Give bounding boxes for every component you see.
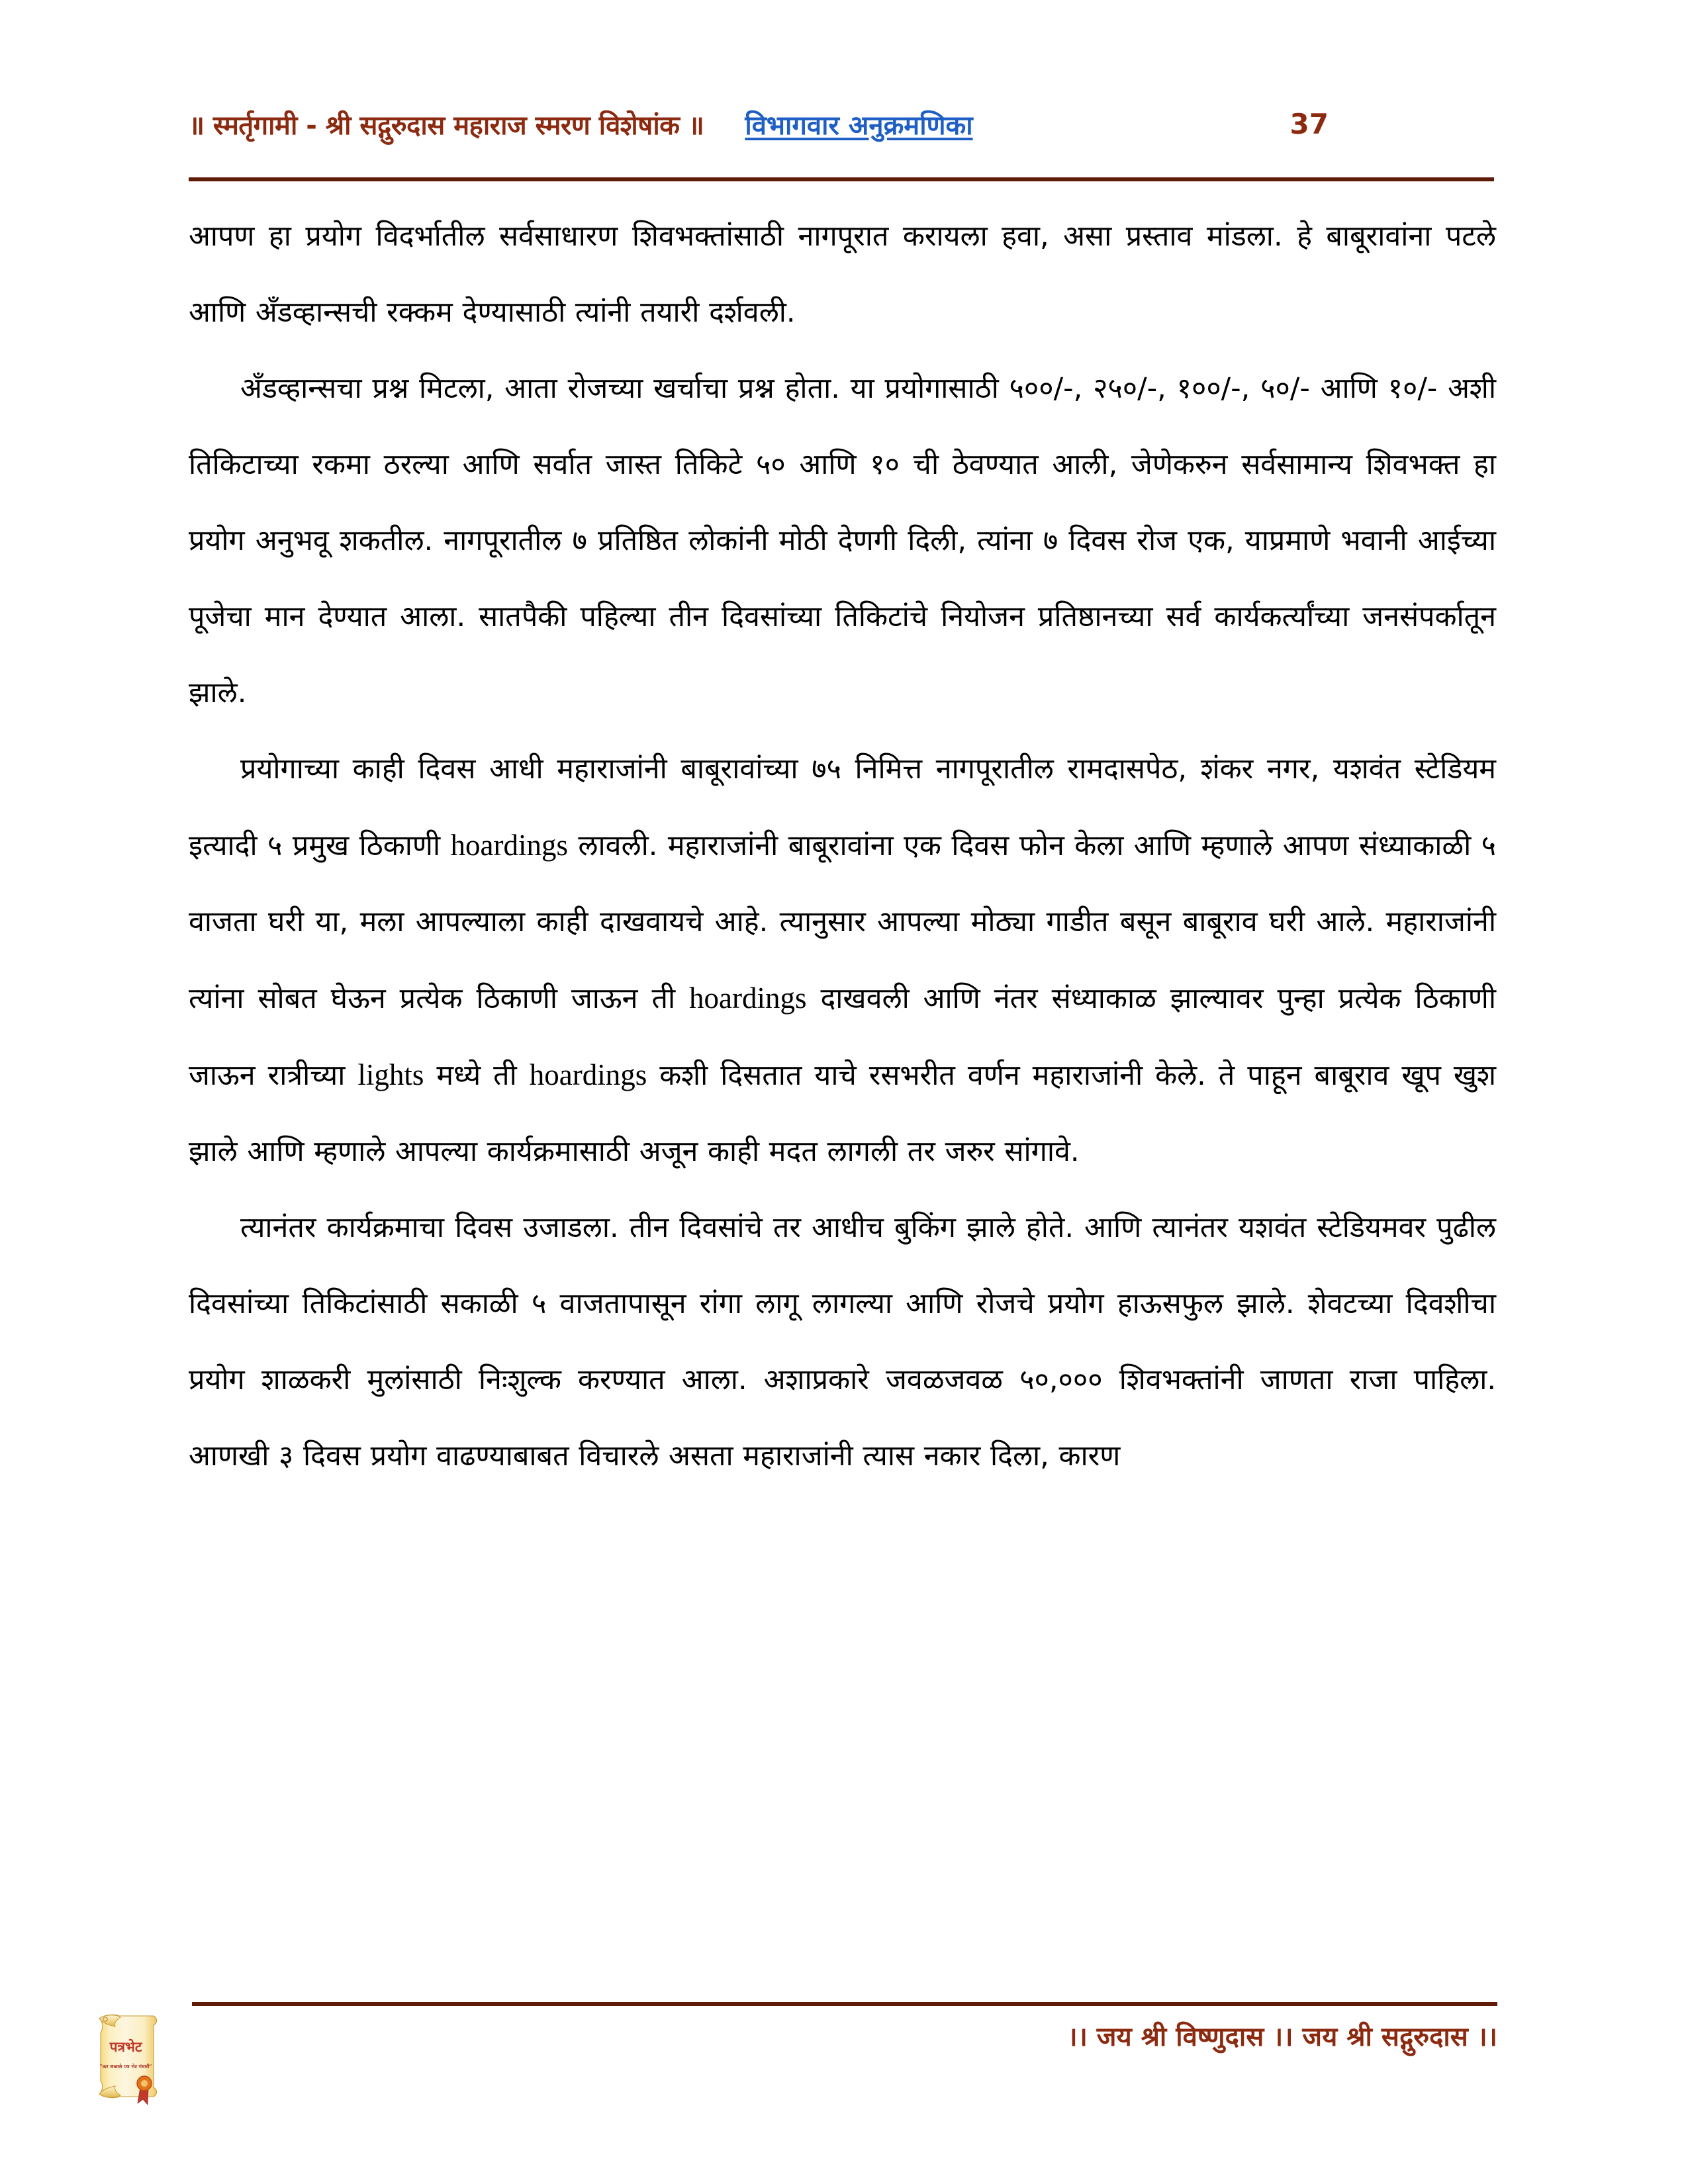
devanagari-run: लावली. महाराजांनी बाबूरावांना एक दिवस फोन केला आणि म्हणाले आपण संध्याकाळी ५ वाजता घरी या, मला आपल्याला काही दाखवायचे आहे. त्यानुसार आपल्या मोठ्या गाडीत बसून बाबूराव घरी आले. महाराजांनी त्यांना सोबत घेऊन प्रत्येक ठिकाणी जाऊन ती [189,829,1496,1015]
footer-blessing-text: ।। जय श्री विष्णुदास ।। जय श्री सद्गुरुदास ।। [1067,2022,1497,2052]
logo-title: पत्रभेट [109,2039,142,2055]
latin-term: lights [357,1058,424,1091]
paragraph-4: त्यानंतर कार्यक्रमाचा दिवस उजाडला. तीन दिवसांचे तर आधीच बुकिंग झाले होते. आणि त्यानंतर यशवंत स्टेडियमवर पुढील दिवसांच्या तिकिटांसाठी सकाळी ५ वाजतापासून रांगा लागू लागल्या आणि रोजचे प्रयोग हाऊसफुल झाले. शेवटच्या दिवशीचा प्रयोग शाळकरी मुलांसाठी निःशुल्क करण्यात आला. अशाप्रकारे जवळजवळ ५०,००० शिवभक्तांनी जाणता राजा पाहिला. आणखी ३ दिवस प्रयोग वाढण्याबाबत विचारले असता महाराजांनी त्यास नकार दिला, कारण [189,1211,1496,1473]
logo-tagline: "ऊर जळाले पत्र भेट गंधारी" [99,2064,152,2070]
page-body [189,199,1496,1494]
paragraph-1: आपण हा प्रयोग विदर्भातील सर्वसाधारण शिवभक्तांसाठी नागपूरात करायला हवा, असा प्रस्ताव मांडला. हे बाबूरावांना पटले आणि अँडव्हान्सची रक्कम देण्यासाठी त्यांनी तयारी दर्शवली. [189,220,1496,329]
paragraph-3 [189,731,1496,1190]
latin-term: hoardings [529,1058,647,1091]
page-number: 37 [1289,108,1329,140]
page-header [189,89,1499,159]
devanagari-run: प्रयोगाच्या काही दिवस आधी महाराजांनी बाबूरावांच्या ७५ निमित्त नागपूरातील रामदासपेठ, शंकर नगर, यशवंत स्टेडियम इत्यादी ५ प्रमुख ठिकाणी [189,752,1496,862]
footer-divider [192,2002,1497,2006]
latin-term: hoardings [450,829,569,862]
paragraph-2: अँडव्हान्सचा प्रश्न मिटला, आता रोजच्या खर्चाचा प्रश्न होता. या प्रयोगासाठी ५००/-, २५०/-, १००/-, ५०/- आणि १०/- अशी तिकिटाच्या रकमा ठरल्या आणि सर्वात जास्त तिकिटे ५० आणि १० ची ठेवण्यात आली, जेणेकरुन सर्वसामान्य शिवभक्त हा प्रयोग अनुभवू शकतील. नागपूरातील ७ प्रतिष्ठित लोकांनी मोठी देणगी दिली, त्यांना ७ दिवस रोज एक, याप्रमाणे भवानी आईच्या पूजेचा मान देण्यात आला. सातपैकी पहिल्या तीन दिवसांच्या तिकिटांचे नियोजन प्रतिष्ठानच्या सर्व कार्यकर्त्यांच्या जनसंपर्कातून झाले. [189,372,1496,709]
latin-term: hoardings [689,981,807,1015]
patrabhet-scroll-logo [85,2007,163,2106]
header-divider [189,177,1494,181]
devanagari-run: कशी दिसतात याचे रसभरीत वर्णन महाराजांनी केले. ते पाहून बाबूराव खूप खुश झाले आणि म्हणाले आपल्या कार्यक्रमासाठी अजून काही मदत लागली तर जरुर सांगावे. [189,1059,1496,1168]
index-link[interactable]: विभागवार अनुक्रमणिका [745,111,973,141]
devanagari-run: मध्ये ती [424,1059,530,1092]
devanagari-run: दाखवली आणि नंतर संध्याकाळ झाल्यावर पुन्हा प्रत्येक ठिकाणी जाऊन रात्रीच्या [189,982,1496,1092]
header-title: ॥ स्मर्तृगामी - श्री सद्गुरुदास महाराज स्मरण विशेषांक ॥ [189,111,704,141]
scroll-icon [85,2007,163,2106]
